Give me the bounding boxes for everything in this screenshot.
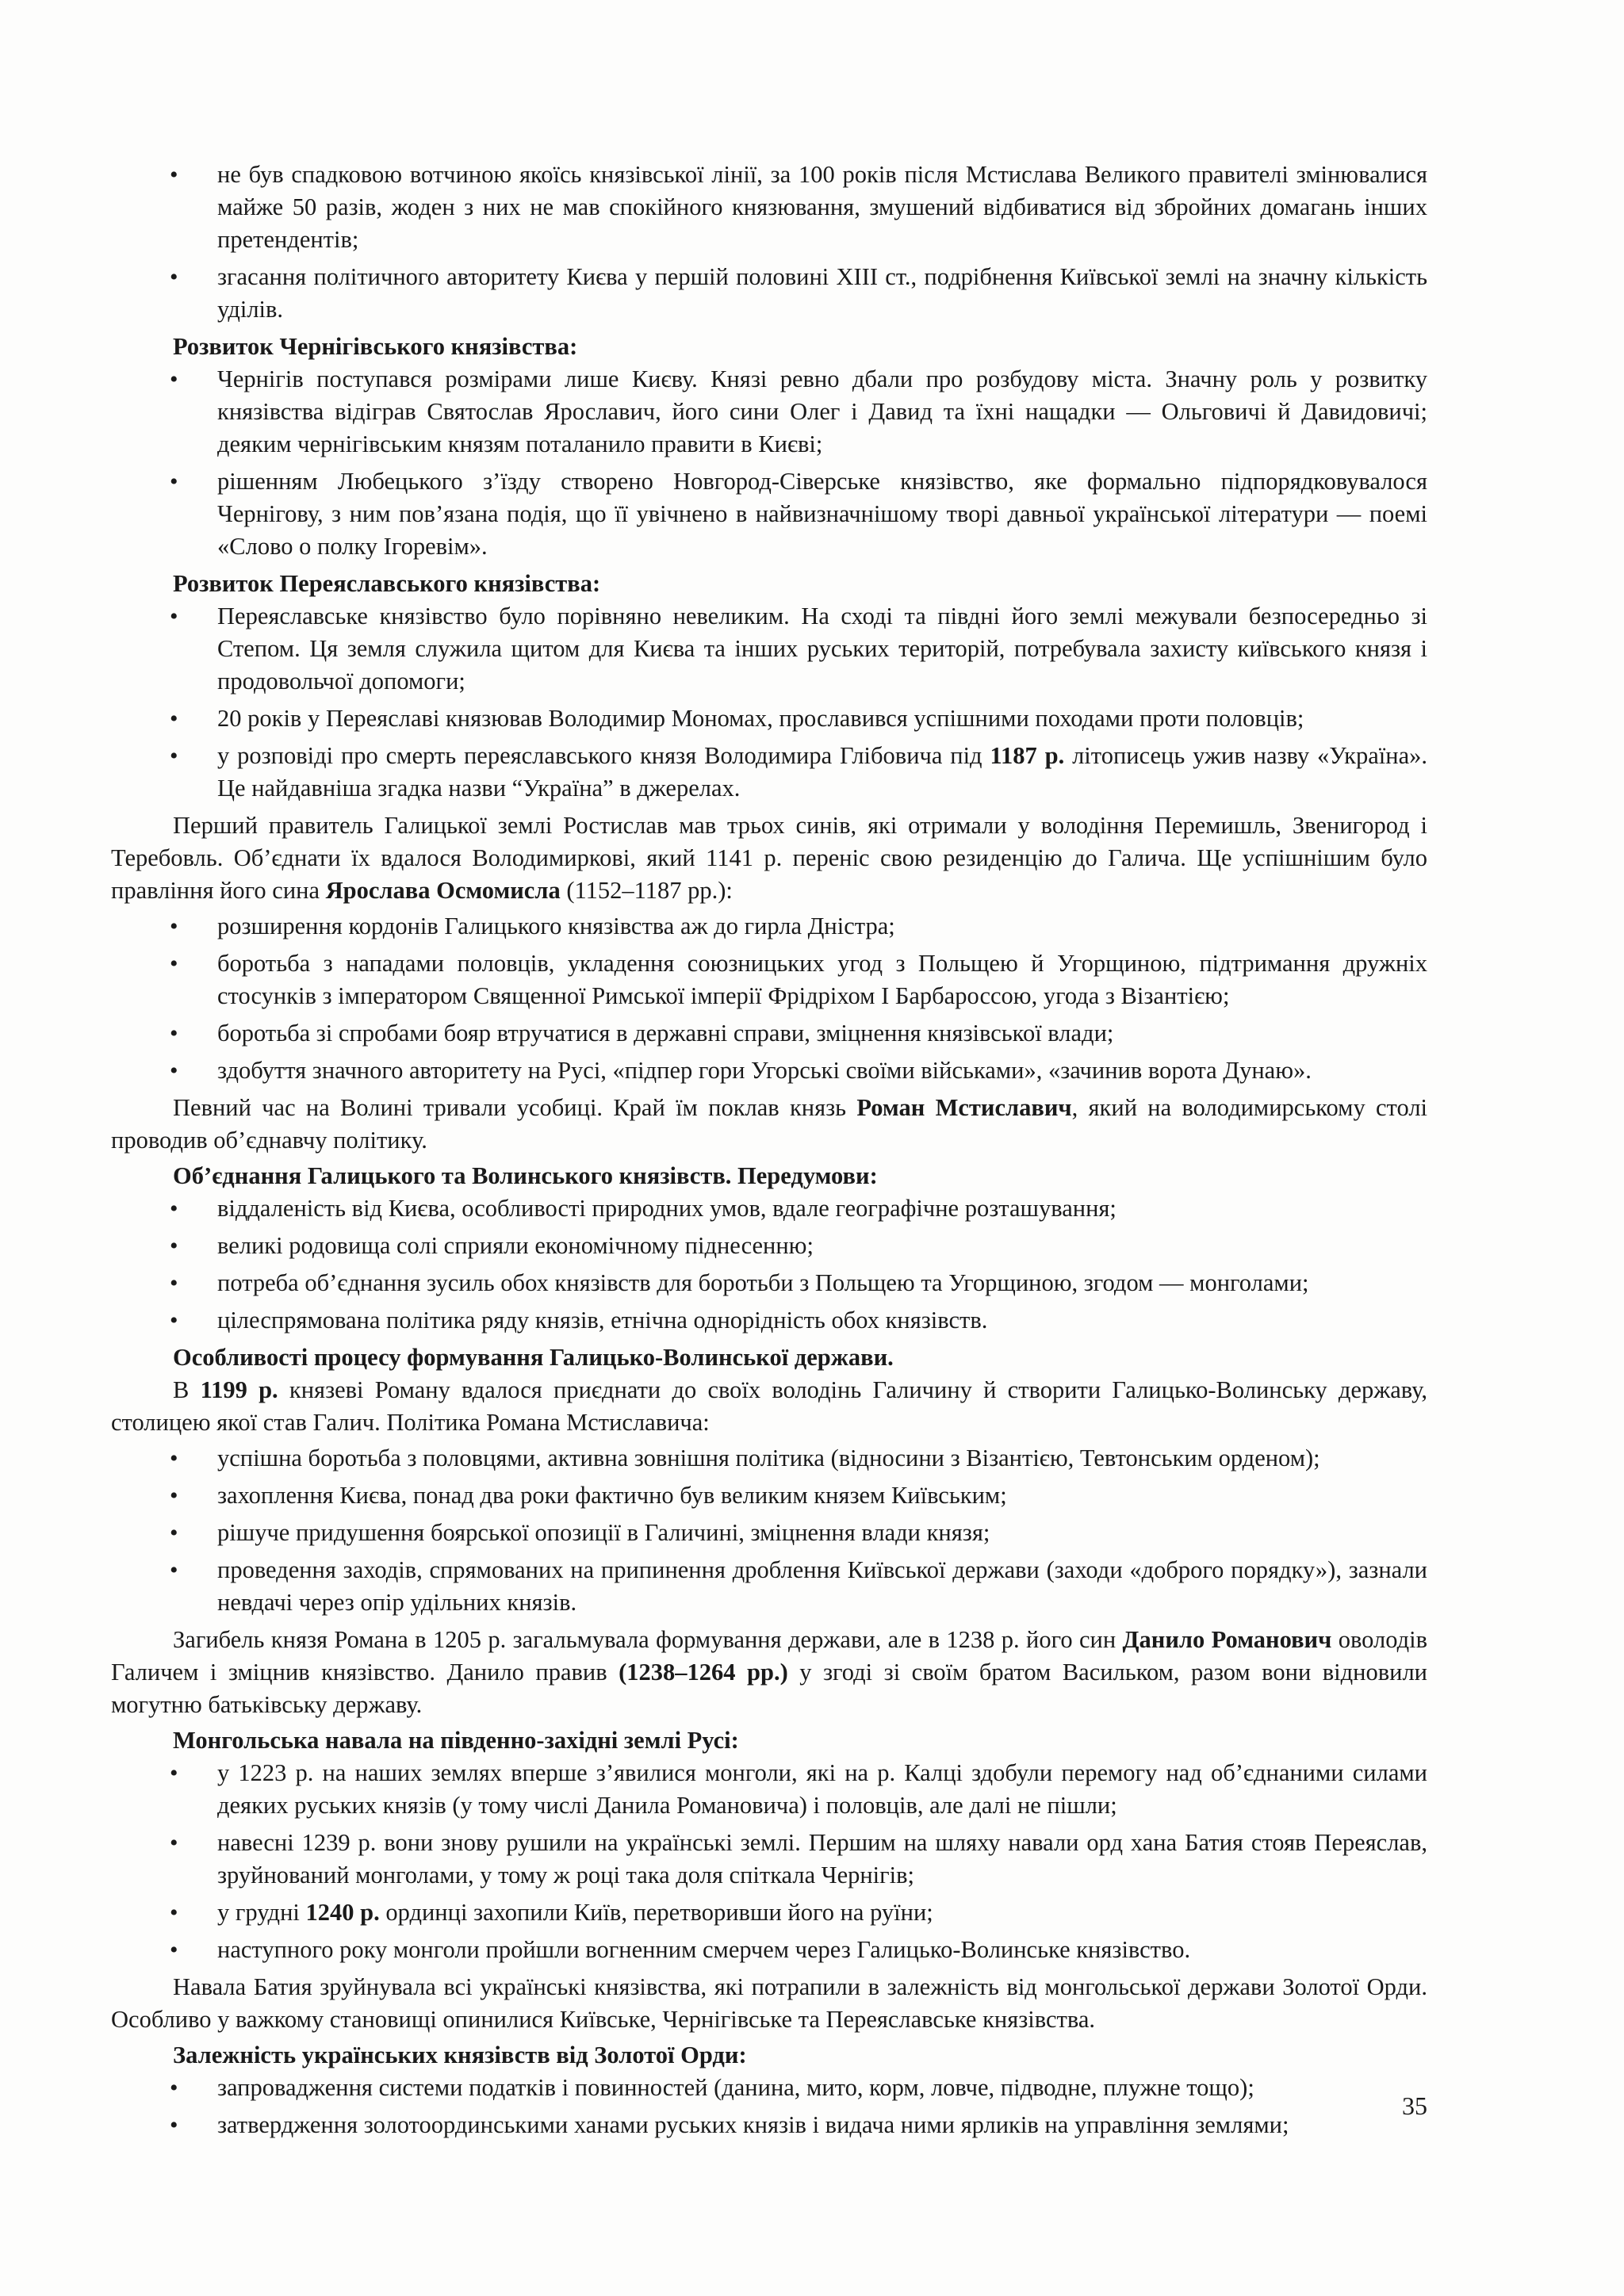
text-run: навесні 1239 р. вони знову рушили на українські землі. Першим на шляху навали орд хана Батия стояв Переяслав, зруйнований монголами, у тому ж році така доля спіткала Чернігів; [217,1829,1427,1888]
text-run: проведення заходів, спрямованих на припинення дроблення Київської держави (заходи «доброго порядку»), зазнали невдачі через опір удільних князів. [217,1556,1427,1616]
text-run: успішна боротьба з половцями, активна зовнішня політика (відносини з Візантією, Тевтонським орденом); [217,1445,1320,1471]
bullet-item [111,1230,1427,1262]
text-run: Певний час на Волині тривали усобиці. Край їм поклав князь [173,1094,857,1121]
bullet-item [111,702,1427,735]
text-run: , який на володимирському столі проводив об’єднавчу політику. [111,1094,1428,1154]
paragraph [111,1092,1427,1157]
bullet-item [111,1054,1427,1087]
text-run: літописець ужив назву «Україна». Це найдавніша згадка назви “Україна” в джерелах. [217,742,1427,802]
bold-text: Особливості процесу формування Галицько-Волинської держави. [173,1344,894,1371]
text-run: Переяславське князівство було порівняно невеликим. На сході та півдні його землі межували безпосередньо зі Степом. Ця земля служила щитом для Києва та інших руських територій, потребувала захисту київського князя і продовольчої допомоги; [217,603,1427,695]
bold-text: Залежність українських князівств від Золотої Орди [173,2042,739,2068]
bold-text: Роман Мстиславич [856,1094,1072,1121]
text-run: : [738,2042,747,2068]
text-run: у згоді зі своїм братом Васильком, разом вони відновили могутню батьківську державу. [111,1659,1427,1718]
paragraph [111,1374,1427,1439]
bullet-item [111,1442,1427,1475]
text-run: наступного року монголи пройшли вогненним смерчем через Галицько-Волинське князівство. [217,1936,1191,1963]
bullet-item [111,261,1427,326]
text-run: захоплення Києва, понад два роки фактично був великим князем Київським; [217,1482,1007,1509]
bullet-item [111,1757,1427,1822]
section-heading [111,2039,1427,2072]
bold-text: (1238–1264 рр.) [619,1659,788,1686]
section-heading [111,568,1427,600]
bullet-item [111,1517,1427,1549]
text-run: згасання політичного авторитету Києва у першій половині XIII ст., подрібнення Київської землі на значну кількість уділів. [217,263,1427,323]
text-run: потреба об’єднання зусиль обох князівств для боротьби з Польщею та Угорщиною, згодом — монголами; [217,1269,1309,1296]
text-run: рішуче придушення боярської опозиції в Галичині, зміцнення влади князя; [217,1519,990,1546]
paragraph [111,809,1427,907]
bullet-item [111,1304,1427,1337]
bullet-item [111,1934,1427,1966]
text-run: запровадження системи податків і повинностей (данина, мито, корм, ловче, підводне, плужне тощо); [217,2074,1254,2101]
bold-text: Розвиток Переяславського князівства: [173,570,601,597]
paragraph [111,1624,1427,1721]
bold-text: Ярослава Осмомисла [325,877,561,904]
bullet-item [111,600,1427,698]
bullet-item [111,1479,1427,1512]
bold-text: Монгольська навала на південно-західні землі Русі: [173,1727,739,1754]
bullet-item [111,1017,1427,1050]
text-run: затвердження золотоординськими ханами руських князів і видача ними ярликів на управління землями; [217,2111,1289,2138]
text-run: Навала Батия зруйнувала всі українські князівства, які потрапили в залежність від монгольської держави Золотої Орди. Особливо у важкому становищі опинилися Київське, Чернігівське та Переяславське князівства. [111,1973,1427,2033]
text-run: Загибель князя Романа в 1205 р. загальмувала формування держави, але в 1238 р. його син [173,1626,1123,1653]
section-heading [111,1341,1427,1374]
bullet-item [111,465,1427,563]
bullet-item [111,159,1427,256]
text-run: у розповіді про смерть переяславського князя Володимира Глібовича під [217,742,990,769]
bullet-item [111,1554,1427,1619]
text-run: віддаленість від Києва, особливості природних умов, вдале географічне розташування; [217,1195,1116,1222]
text-run: розширення кордонів Галицького князівства аж до гирла Дністра; [217,913,895,939]
text-run: у грудні [217,1899,306,1926]
bullet-item [111,740,1427,805]
bullet-item [111,363,1427,461]
text-run: рішенням Любецького з’їзду створено Новгород-Сіверське князівство, яке формально підпорядковувалося Чернігову, з ним пов’язана подія, що її увічнено в найвизначнішому творі давньої української літератури — поемі «Слово о полку Ігоревім». [217,468,1427,560]
bullet-item [111,1896,1427,1929]
text-run: 20 років у Переяславі князював Володимир Мономах, прославився успішними походами проти половців; [217,705,1304,732]
text-run: ординці захопили Київ, перетворивши його на руїни; [379,1899,933,1926]
text-run: великі родовища солі сприяли економічному піднесенню; [217,1232,814,1259]
text-run: не був спадковою вотчиною якоїсь князівської лінії, за 100 років після Мстислава Великого правителі змінювалися майже 50 разів, жоден з них не мав спокійного князювання, змушений відбиватися від збройних домагань інших претендентів; [217,161,1427,253]
text-run: оволодів Галичем і зміцнив князівство. Данило правив [111,1626,1427,1686]
bullet-item [111,910,1427,943]
bold-text: Розвиток Чернігівського князівства: [173,333,578,360]
text-run: . Передумови: [725,1162,878,1189]
bold-text: 1240 р. [305,1899,380,1926]
text-run: Чернігів поступався розмірами лише Києву. Князі ревно дбали про розбудову міста. Значну роль у розвитку князівства відіграв Святослав Ярославич, його сини Олег і Давид та їхні нащадки — Ольговичі й Давидовичі; деяким чернігівським князям поталанило правити в Києві; [217,365,1427,457]
section-heading [111,1160,1427,1192]
text-run: боротьба зі спробами бояр втручатися в державні справи, зміцнення князівської влади; [217,1020,1114,1047]
bullet-item [111,2072,1427,2104]
bold-text: Об’єднання Галицького та Волинського князівств [173,1162,726,1189]
text-run: боротьба з нападами половців, укладення союзницьких угод з Польщею й Угорщиною, підтримання дружніх стосунків з імператором Священної Римської імперії Фрідріхом І Барбароссою, угода з Візантією; [217,950,1427,1009]
section-heading [111,331,1427,363]
bold-text: Данило Романович [1122,1626,1332,1653]
paragraph [111,1971,1427,2036]
bullet-item [111,1267,1427,1299]
bold-text: 1187 р. [990,742,1065,769]
text-run: цілеспрямована політика ряду князів, етнічна однорідність обох князівств. [217,1307,988,1334]
text-run: Перший правитель Галицької землі Ростислав мав трьох синів, які отримали у володіння Перемишль, Звенигород і Теребовль. Об’єднати їх вдалося Володимиркові, який 1141 р. переніс свою резиденцію до Галича. Ще успішнішим було правління його сина [111,812,1427,904]
text-run: здобуття значного авторитету на Русі, «підпер гори Угорські своїми військами», «зачинив ворота Дунаю». [217,1057,1312,1084]
bold-text: 1199 р. [200,1376,278,1403]
bullet-item [111,947,1427,1012]
text-run: у 1223 р. на наших землях вперше з’явилися монголи, які на р. Калці здобули перемогу над об’єднаними силами деяких руських князів (у тому числі Данила Романовича) і половців, але далі не пішли; [217,1759,1427,1819]
text-run: князеві Роману вдалося приєднати до своїх володінь Галичину й створити Галицько-Волинську державу, столицею якої став Галич. Політика Романа Мстиславича: [111,1376,1427,1436]
bullet-item [111,1192,1427,1225]
bullet-item [111,1827,1427,1892]
section-heading [111,1724,1427,1757]
bullet-item [111,2109,1427,2141]
text-run: (1152–1187 рр.): [560,877,733,904]
text-run: В [173,1376,201,1403]
document-body [111,159,1427,2146]
page-number: 35 [1402,2091,1427,2120]
